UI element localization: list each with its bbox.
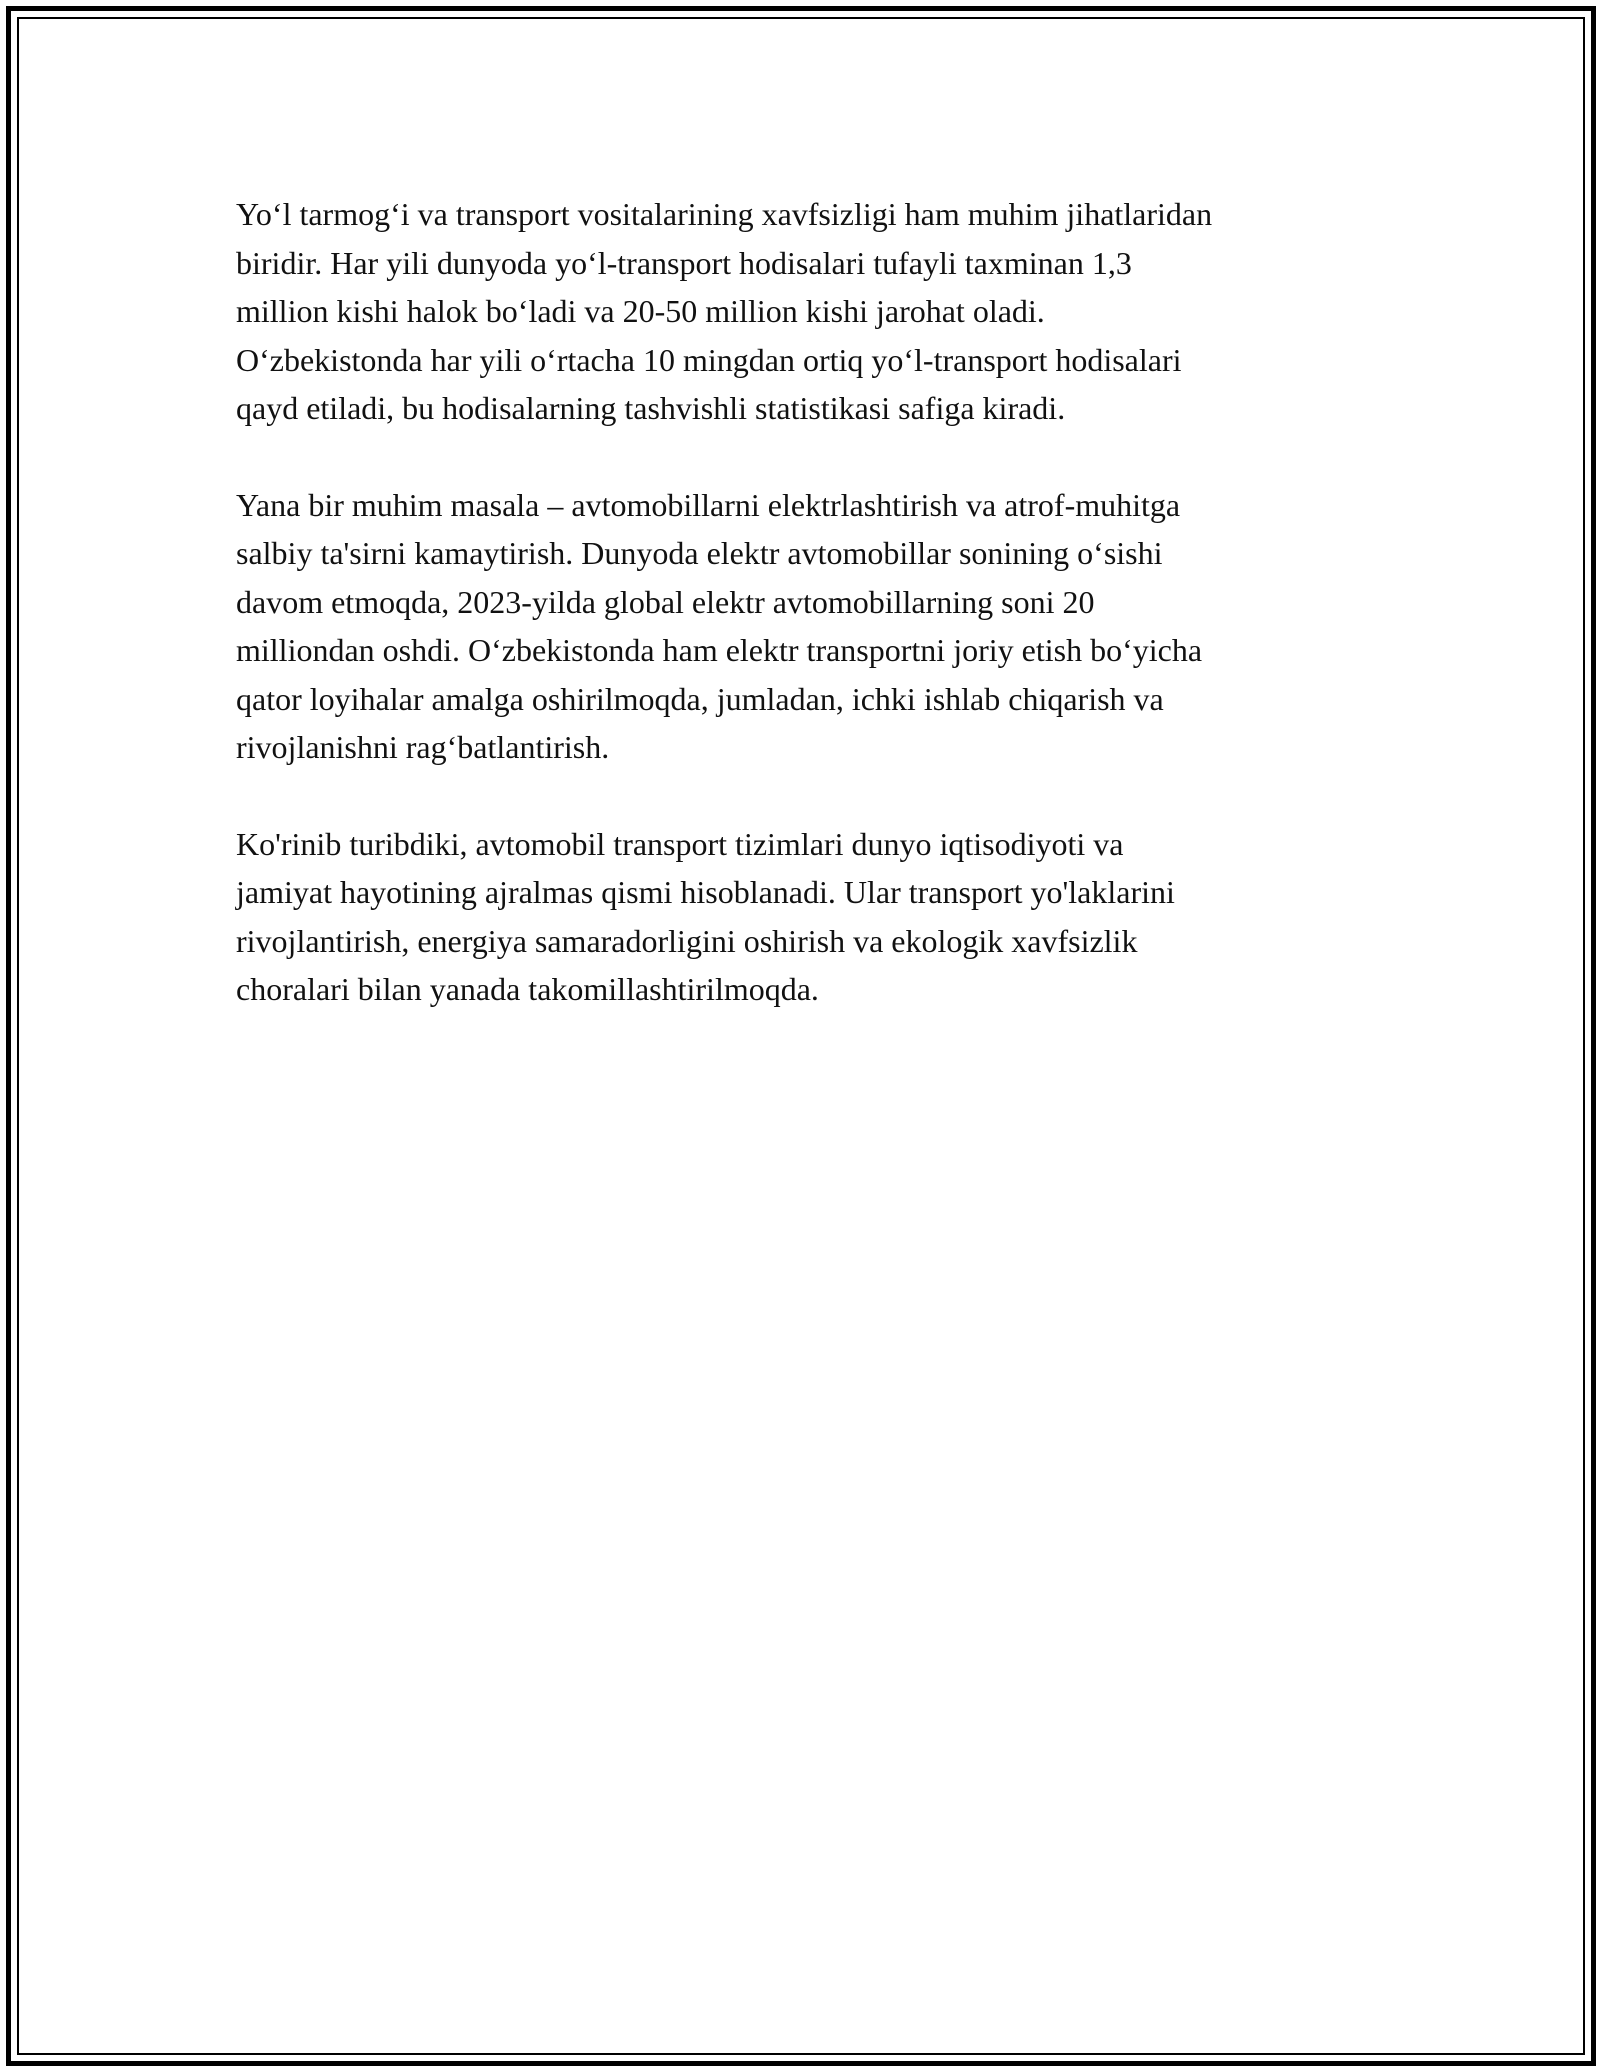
text-line: qayd etiladi, bu hodisalarning tashvishli statistikasi safiga kiradi.: [236, 390, 1066, 426]
paragraph-electrification: [236, 481, 1376, 772]
text-line: million kishi halok bo‘ladi va 20-50 million kishi jarohat oladi.: [236, 293, 1045, 329]
text-line: davom etmoqda, 2023-yilda global elektr avtomobillarning soni 20: [236, 583, 1095, 620]
text-line: Yana bir muhim masala – avtomobillarni elektrlashtirish va atrof-muhitga: [236, 486, 1181, 523]
paragraph-road-safety: [236, 190, 1376, 433]
text-line: rivojlantirish, energiya samaradorligini oshirish va ekologik xavfsizlik: [236, 922, 1138, 959]
text-line: salbiy ta'sirni kamaytirish. Dunyoda elektr avtomobillar sonining o‘sishi: [236, 535, 1163, 571]
paragraph-conclusion: [236, 820, 1376, 1014]
document-body: [236, 190, 1376, 1062]
text-line: milliondan oshdi. O‘zbekistonda ham elektr transportni joriy etish bo‘yicha: [236, 632, 1203, 668]
text-line: choralari bilan yanada takomillashtirilmoqda.: [236, 971, 819, 1007]
text-line: Ko'rinib turibdiki, avtomobil transport tizimlari dunyo iqtisodiyoti va: [236, 825, 1124, 862]
text-line: Yo‘l tarmog‘i va transport vositalarining xavfsizligi ham muhim jihatlaridan: [236, 196, 1213, 232]
text-line: biridir. Har yili dunyoda yo‘l-transport hodisalari tufayli taxminan 1,3: [236, 244, 1132, 281]
text-line: O‘zbekistonda har yili o‘rtacha 10 mingdan ortiq yo‘l-transport hodisalari: [236, 341, 1182, 378]
text-line: rivojlanishni rag‘batlantirish.: [236, 729, 610, 765]
text-line: jamiyat hayotining ajralmas qismi hisoblanadi. Ular transport yo'laklarini: [236, 874, 1175, 910]
text-line: qator loyihalar amalga oshirilmoqda, jumladan, ichki ishlab chiqarish va: [236, 680, 1164, 717]
